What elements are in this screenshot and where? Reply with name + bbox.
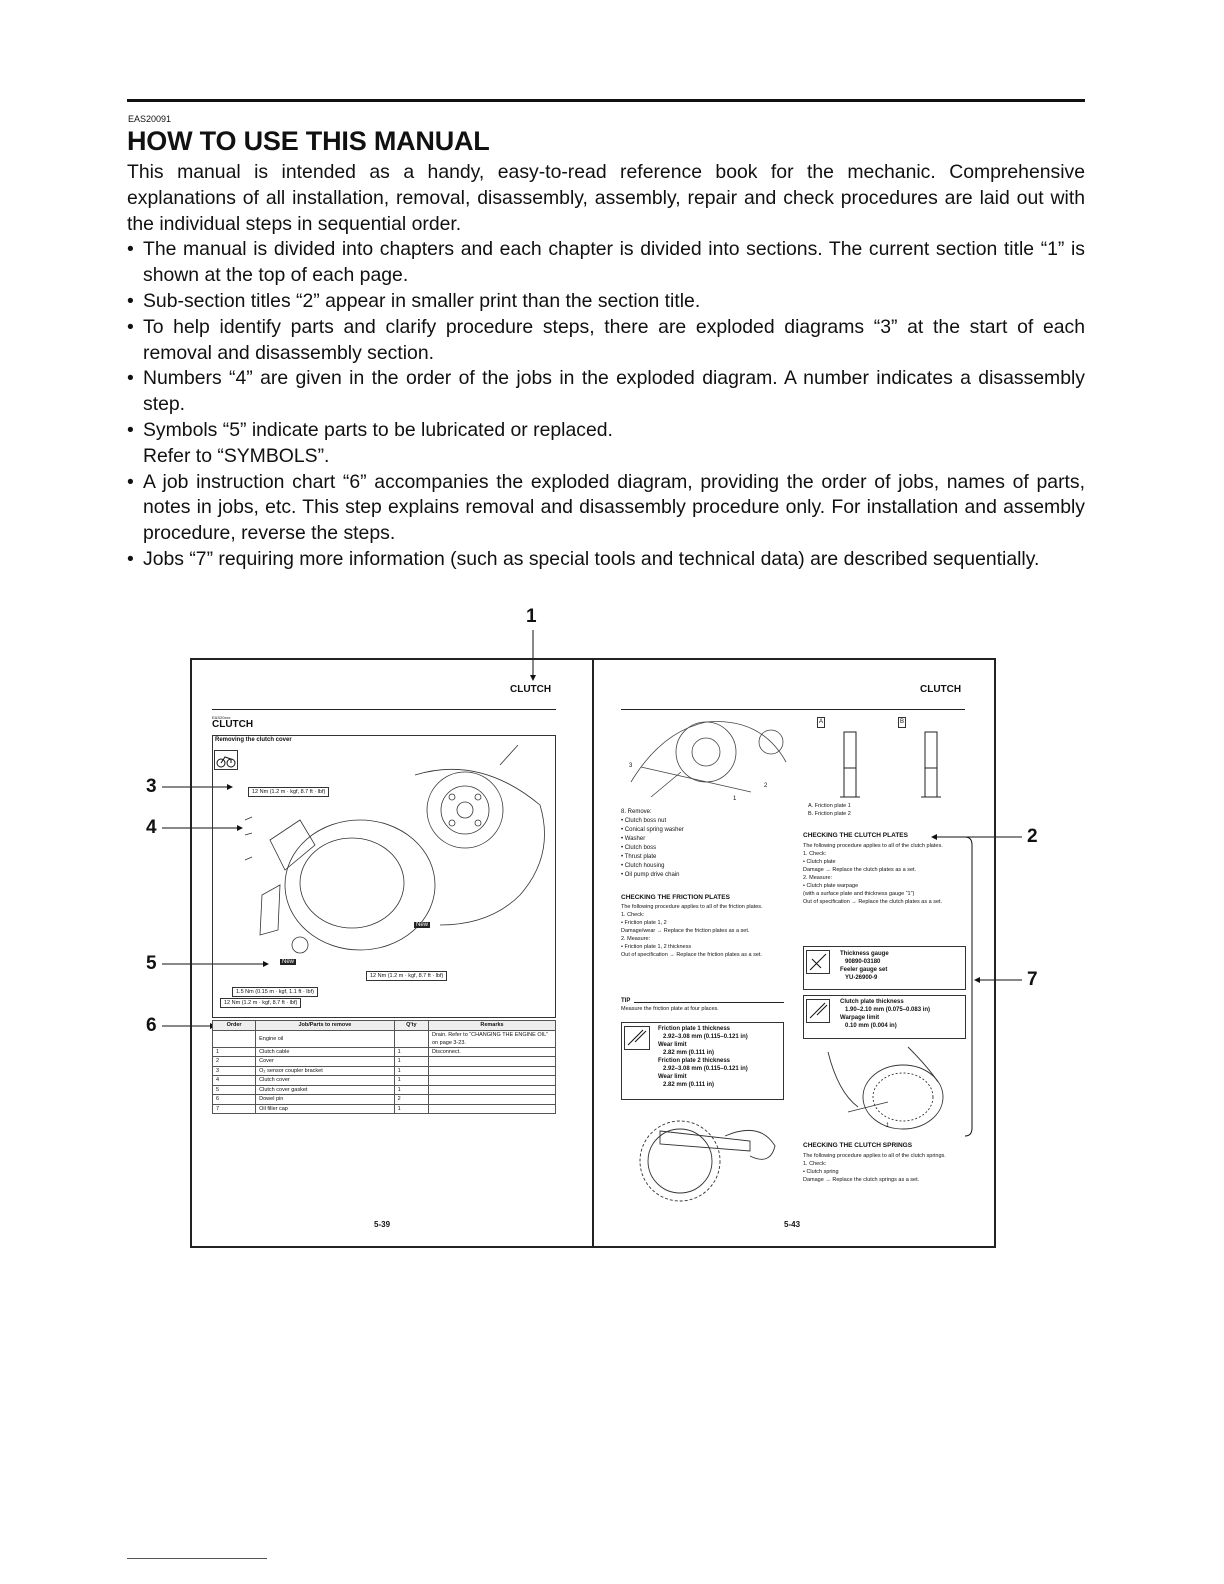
right-header-rule xyxy=(621,709,965,710)
left-section-code: EAS20xxx xyxy=(212,715,231,720)
footnote-rule xyxy=(127,1558,267,1559)
tool-spec: Thickness gauge 90890-03180 Feeler gauge set YU-26900-9 xyxy=(840,951,889,981)
table-row: 5 Clutch cover gasket 1 xyxy=(213,1085,556,1095)
page-title: HOW TO USE THIS MANUAL xyxy=(127,126,490,156)
left-subtitle: Removing the clutch cover xyxy=(215,737,292,743)
table-row: 1 Clutch cable 1 Disconnect. xyxy=(213,1047,556,1057)
clutch-plates-title: CHECKING THE CLUTCH PLATES xyxy=(803,832,908,839)
table-row: 3 O₂ sensor coupler bracket 1 xyxy=(213,1066,556,1076)
new-badge-2: New xyxy=(282,959,295,965)
right-page-number: 5-43 xyxy=(784,1220,801,1229)
bullet-1: • The manual is divided into chapters and each chapter is divided into sections. The current section title “1” is shown at the top of each page. xyxy=(127,238,1085,287)
callout-1: 1 xyxy=(526,606,537,627)
clutch-boss-photo xyxy=(621,712,791,807)
left-section-title: CLUTCH xyxy=(212,719,254,730)
section-code: EAS20091 xyxy=(128,114,172,124)
plate-label-b: B xyxy=(898,717,906,728)
plate-label-a: A xyxy=(817,717,825,728)
table-row: 7 Oil filler cap 1 xyxy=(213,1104,556,1114)
left-header-rule xyxy=(212,709,556,710)
plate-captions: A. Friction plate 1 B. Friction plate 2 xyxy=(808,803,851,817)
bullet-4: • Numbers “4” are given in the order of the jobs in the exploded diagram. A number indicates a disassembly step. xyxy=(127,367,1085,416)
callout-5: 5 xyxy=(146,953,157,974)
torque-label-2: 12 Nm (1.2 m · kgf, 8.7 ft · lbf) xyxy=(366,971,447,981)
callout-3: 3 xyxy=(146,776,157,797)
springs-text: The following procedure applies to all of the clutch springs. 1. Check: • Clutch spring Damage → Replace the clutch springs as a set. xyxy=(803,1153,946,1183)
tip-text: Measure the friction plate at four places. xyxy=(621,1006,719,1012)
motorcycle-icon xyxy=(214,750,238,770)
left-page-number: 5-39 xyxy=(374,1220,391,1229)
callout-2: 2 xyxy=(1027,826,1038,847)
left-running-title: CLUTCH xyxy=(510,684,552,695)
plate-profiles xyxy=(830,728,950,803)
new-badge-1: New xyxy=(416,922,429,928)
col-qty: Q'ty xyxy=(394,1021,428,1031)
svg-text:1: 1 xyxy=(886,1123,890,1129)
intro-paragraph: This manual is intended as a handy, easy-to-read reference book for the mechanic. Comprehensive explanations of all installation, removal, disassembly, assembly, repair and check procedures are laid out with the individual steps in sequential order. xyxy=(127,161,1085,235)
torque-label-4: 12 Nm (1.2 m · kgf, 8.7 ft · lbf) xyxy=(220,998,301,1008)
col-remarks: Remarks xyxy=(429,1021,556,1031)
table-row: 6 Dowel pin 2 xyxy=(213,1095,556,1105)
table-row: 2 Cover 1 xyxy=(213,1057,556,1067)
warpage-check-photo xyxy=(808,1042,968,1134)
clutch-plates-text: The following procedure applies to all of the clutch plates. 1. Check: • Clutch plate Damage → Replace the clutch plates as a set. 2. Measure: • Clutch plate warpage (with a surface plate and thickness gauge “1”) Out of specification → Replace the clutch plates as a set. xyxy=(803,843,943,905)
friction-plate-photo xyxy=(630,1106,780,1211)
table-row: Engine oil Drain. Refer to “CHANGING THE ENGINE OIL” on page 3-23. xyxy=(213,1030,556,1047)
plate-spec: Clutch plate thickness 1.90–2.10 mm (0.075–0.083 in) Warpage limit 0.10 mm (0.004 in) xyxy=(840,999,931,1029)
page-divider xyxy=(592,658,594,1248)
springs-title: CHECKING THE CLUTCH SPRINGS xyxy=(803,1142,913,1149)
tool-icon xyxy=(806,950,830,974)
table-row: 4 Clutch cover 1 xyxy=(213,1076,556,1086)
svg-text:2: 2 xyxy=(764,783,768,789)
svg-text:3: 3 xyxy=(629,763,633,769)
bullet-2: • Sub-section titles “2” appear in smaller print than the section title. xyxy=(127,289,701,312)
tip-rule xyxy=(634,1002,784,1003)
gauge-icon xyxy=(806,999,830,1023)
col-order: Order xyxy=(213,1021,256,1031)
callout-4: 4 xyxy=(146,817,157,838)
caliper-icon xyxy=(624,1026,650,1050)
bullet-6: • A job instruction chart “6” accompanies the exploded diagram, providing the order of jobs, names of parts, notes in jobs, etc. This step explains removal and disassembly procedure only. For installation and assembly procedure, reverse the steps. xyxy=(127,470,1085,545)
friction-title: CHECKING THE FRICTION PLATES xyxy=(621,894,730,901)
col-job: Job/Parts to remove xyxy=(256,1021,395,1031)
callout-7: 7 xyxy=(1027,969,1038,990)
callout-6: 6 xyxy=(146,1015,157,1036)
remove-list: 8. Remove: • Clutch boss nut • Conical spring washer • Washer • Clutch boss • Thrust plate • Clutch housing • Oil pump drive chain xyxy=(621,809,684,878)
bullet-5: • Symbols “5” indicate parts to be lubricated or replaced. Refer to “SYMBOLS”. xyxy=(127,418,613,467)
bullet-3: • To help identify parts and clarify procedure steps, there are exploded diagrams “3” at the start of each removal and disassembly section. xyxy=(127,315,1085,364)
job-instruction-chart xyxy=(212,1020,556,1114)
torque-label-3: 1.5 Nm (0.15 m · kgf, 1.1 ft · lbf) xyxy=(232,987,318,997)
friction-text: The following procedure applies to all of the friction plates. 1. Check: • Friction plate 1, 2 Damage/wear → Replace the friction plates as a set. 2. Measure: • Friction plate 1, 2 thickness Out of specification → Replace the friction plates as a set. xyxy=(621,904,763,958)
exploded-diagram xyxy=(240,745,555,1005)
right-running-title: CLUTCH xyxy=(920,684,962,695)
svg-text:1: 1 xyxy=(733,796,737,802)
tip-label: TIP xyxy=(621,998,631,1004)
friction-spec: Friction plate 1 thickness 2.92–3.08 mm (0.115–0.121 in) Wear limit 2.82 mm (0.111 in) Friction plate 2 thickness 2.92–3.08 mm (0.115–0.121 in) Wear limit 2.82 mm (0.111 in) xyxy=(658,1026,748,1088)
torque-label-1: 12 Nm (1.2 m · kgf, 8.7 ft · lbf) xyxy=(248,787,329,797)
bullet-7: • Jobs “7” requiring more information (such as special tools and technical data) are described sequentially. xyxy=(127,547,1040,570)
